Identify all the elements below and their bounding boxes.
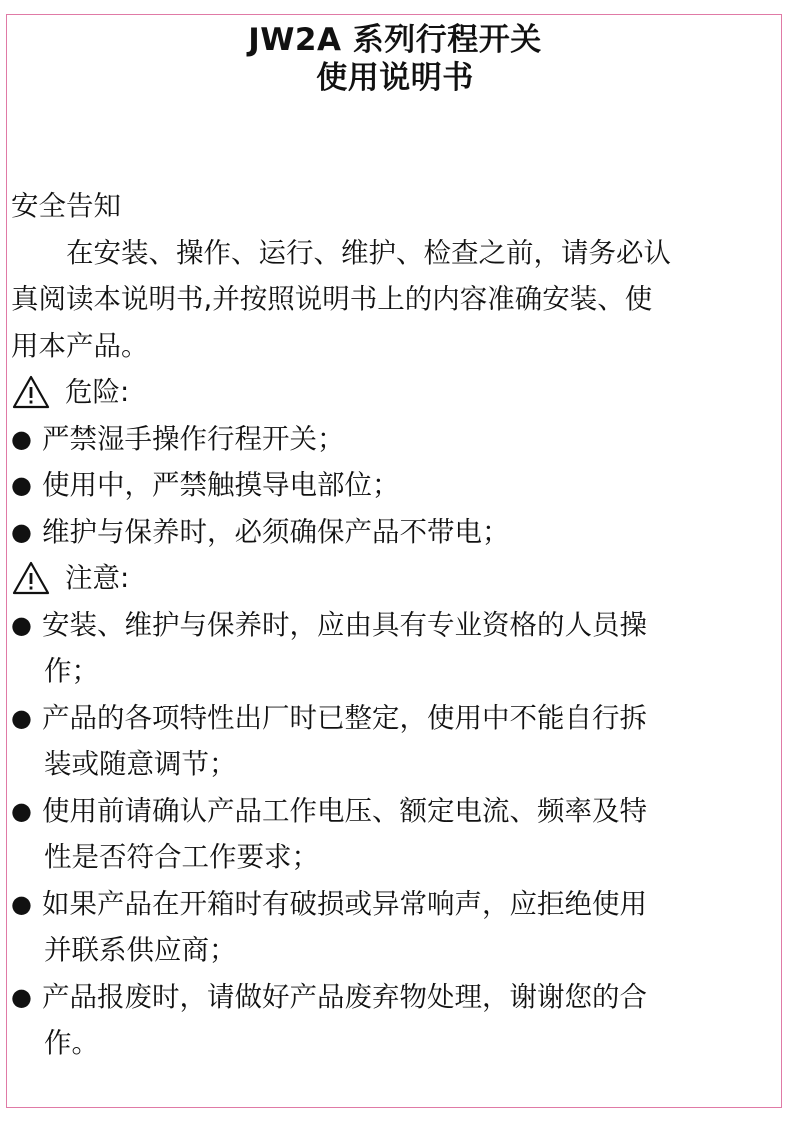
danger-label: 危险: — [65, 376, 130, 408]
danger-item-text: 维护与保养时，必须确保产品不带电； — [42, 515, 510, 548]
caution-item-text: 使用前请确认产品工作电压、额定电流、频率及特 — [42, 794, 647, 827]
caution-item — [11, 602, 786, 649]
danger-item — [11, 509, 786, 556]
danger-item — [11, 462, 786, 509]
danger-item — [11, 416, 786, 463]
caution-item-continuation: 作； — [44, 655, 99, 687]
caution-item — [11, 974, 786, 1021]
document-title: JW2A 系列行程开关 — [248, 22, 542, 58]
document-subtitle: 使用说明书 — [316, 60, 474, 96]
caution-item-text: 产品报废时，请做好产品废弃物处理，谢谢您的合 — [42, 980, 647, 1013]
bullet-icon: ● — [11, 889, 32, 918]
bullet-icon: ● — [11, 982, 32, 1011]
instructions-body — [11, 183, 786, 1067]
danger-item-text: 使用中，严禁触摸导电部位； — [42, 469, 400, 501]
caution-item-continuation: 并联系供应商； — [44, 934, 237, 966]
warning-triangle-icon — [11, 374, 65, 410]
safety-notice-heading: 安全告知 — [11, 190, 121, 222]
bullet-icon: ● — [11, 703, 32, 732]
caution-item — [11, 788, 786, 835]
caution-item-text: 安装、维护与保养时，应由具有专业资格的人员操 — [42, 608, 647, 641]
safety-notice-line: 真阅读本说明书,并按照说明书上的内容准确安装、使 — [11, 283, 653, 315]
bullet-icon: ● — [11, 424, 32, 453]
caution-item-continuation: 性是否符合工作要求； — [44, 841, 319, 873]
bullet-icon: ● — [11, 471, 32, 499]
caution-item — [11, 695, 786, 742]
danger-item-text: 严禁湿手操作行程开关； — [42, 422, 345, 455]
safety-notice-line: 用本产品。 — [11, 329, 149, 362]
caution-item-text: 如果产品在开箱时有破损或异常响声，应拒绝使用 — [42, 887, 647, 920]
bullet-icon: ● — [11, 610, 32, 639]
caution-label: 注意: — [65, 562, 130, 594]
caution-heading — [11, 555, 786, 602]
caution-item-continuation: 作。 — [44, 1027, 99, 1059]
caution-item-text: 产品的各项特性出厂时已整定，使用中不能自行拆 — [42, 701, 647, 734]
caution-item — [11, 881, 786, 928]
danger-heading — [11, 369, 786, 416]
bullet-icon: ● — [11, 517, 32, 546]
caution-item-continuation: 装或随意调节； — [44, 748, 237, 780]
warning-triangle-icon — [11, 560, 65, 596]
safety-notice-line: 在安装、操作、运行、维护、检查之前，请务必认 — [66, 236, 671, 269]
bullet-icon: ● — [11, 796, 32, 825]
